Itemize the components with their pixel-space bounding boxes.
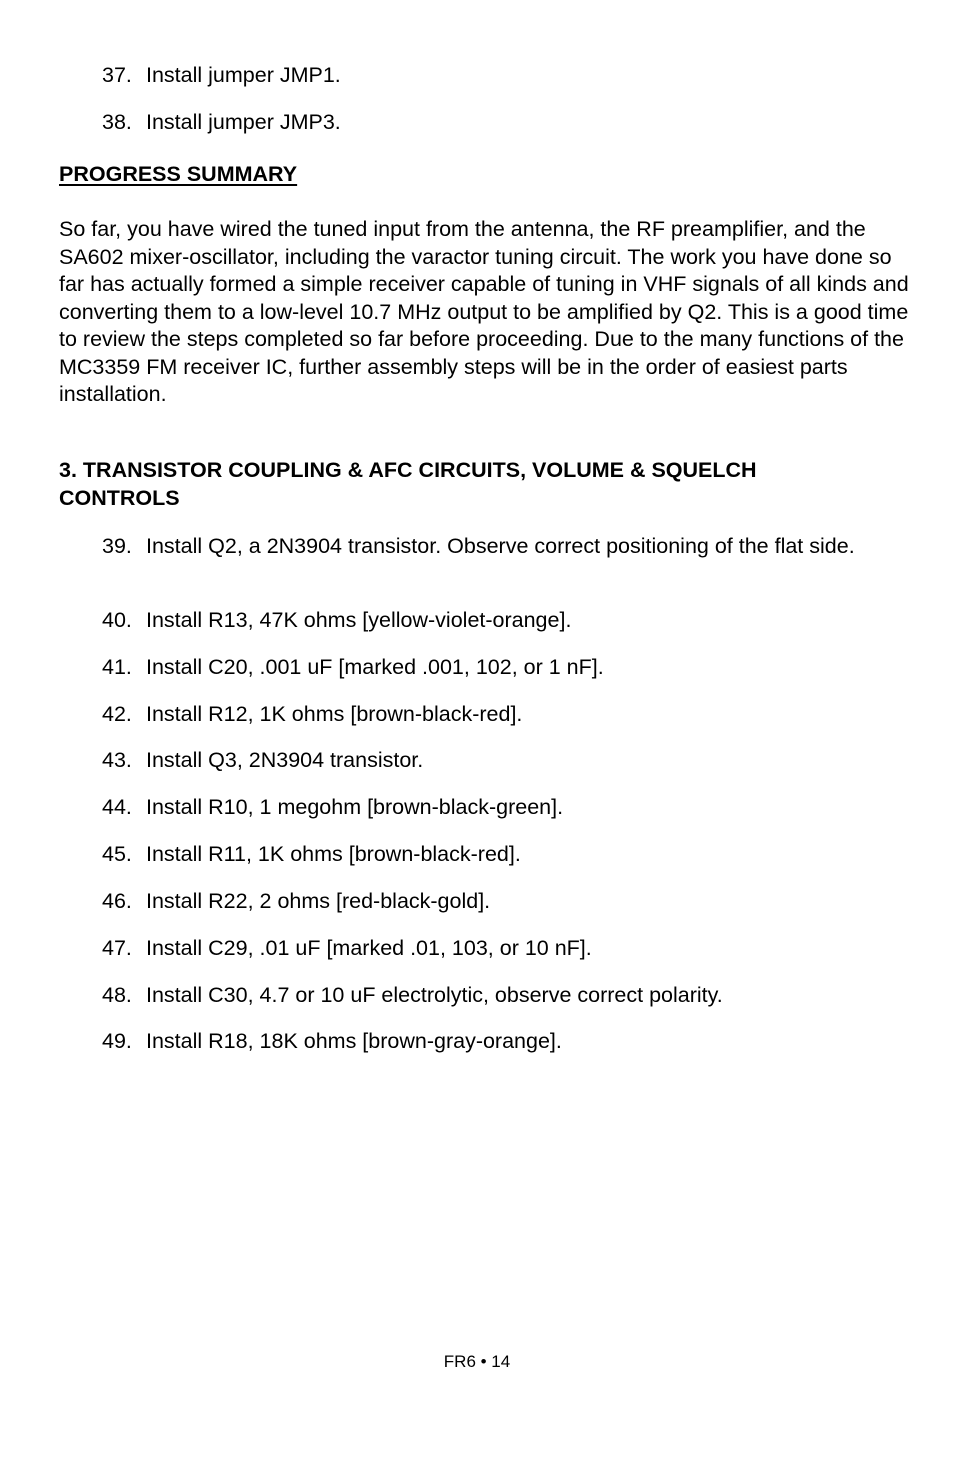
step-text: Install Q3, 2N3904 transistor. bbox=[146, 748, 424, 772]
step-text: Install R22, 2 ohms [red-black-gold]. bbox=[146, 889, 491, 913]
step-text: Install R18, 18K ohms [brown-gray-orange]. bbox=[146, 1029, 562, 1053]
step-49 bbox=[102, 1028, 902, 1054]
step-number: 39. bbox=[102, 534, 132, 558]
step-41 bbox=[102, 654, 902, 680]
progress-summary-heading bbox=[59, 160, 297, 188]
step-48 bbox=[102, 982, 902, 1008]
step-number: 40. bbox=[102, 608, 132, 632]
step-number: 38. bbox=[102, 110, 132, 134]
step-number: 49. bbox=[102, 1029, 132, 1053]
progress-summary-heading-text: PROGRESS SUMMARY bbox=[59, 162, 298, 186]
step-number: 37. bbox=[102, 63, 132, 87]
step-text: Install R11, 1K ohms [brown-black-red]. bbox=[146, 842, 521, 866]
step-number: 41. bbox=[102, 655, 132, 679]
section-3-heading-line-2: CONTROLS bbox=[59, 486, 180, 510]
step-text: Install C20, .001 uF [marked .001, 102, or 1 nF]. bbox=[146, 655, 604, 679]
step-40 bbox=[102, 607, 902, 633]
step-43 bbox=[102, 747, 902, 773]
page-footer: FR6 • 14 bbox=[443, 1352, 511, 1371]
step-42 bbox=[102, 701, 902, 727]
step-47 bbox=[102, 935, 902, 961]
step-text: Install R10, 1 megohm [brown-black-green]. bbox=[146, 795, 564, 819]
progress-summary-paragraph: So far, you have wired the tuned input from the antenna, the RF preamplifier, and the SA602 mixer-oscillator, including the varactor tuning circuit. The work you have done so far has actually formed a simple receiver capable of tuning in VHF signals of all kinds and converting them to a low-level 10.7 MHz output to be amplified by Q2. This is a good time to review the steps completed so far before proceeding. Due to the many functions of the MC3359 FM receiver IC, further assembly steps will be in the order of easiest parts installation. bbox=[59, 217, 909, 406]
section-3-heading-line-1: 3. TRANSISTOR COUPLING & AFC CIRCUITS, VOLUME & SQUELCH bbox=[59, 458, 757, 482]
step-text: Install C29, .01 uF [marked .01, 103, or 10 nF]. bbox=[146, 936, 592, 960]
step-text: Install jumper JMP1. bbox=[146, 63, 341, 87]
step-number: 47. bbox=[102, 936, 132, 960]
step-number: 44. bbox=[102, 795, 132, 819]
step-37 bbox=[102, 62, 902, 88]
step-text: Install Q2, a 2N3904 transistor. Observe correct positioning of the flat side. bbox=[146, 534, 855, 558]
step-44 bbox=[102, 794, 902, 820]
step-text: Install jumper JMP3. bbox=[146, 110, 341, 134]
step-38 bbox=[102, 109, 902, 135]
step-46 bbox=[102, 888, 902, 914]
section-3-heading bbox=[59, 456, 757, 512]
step-number: 45. bbox=[102, 842, 132, 866]
step-text: Install R13, 47K ohms [yellow-violet-orange]. bbox=[146, 608, 572, 632]
step-number: 43. bbox=[102, 748, 132, 772]
step-39 bbox=[102, 533, 902, 559]
step-number: 46. bbox=[102, 889, 132, 913]
step-number: 48. bbox=[102, 983, 132, 1007]
step-45 bbox=[102, 841, 902, 867]
step-text: Install R12, 1K ohms [brown-black-red]. bbox=[146, 702, 523, 726]
step-number: 42. bbox=[102, 702, 132, 726]
step-text: Install C30, 4.7 or 10 uF electrolytic, observe correct polarity. bbox=[146, 983, 723, 1007]
